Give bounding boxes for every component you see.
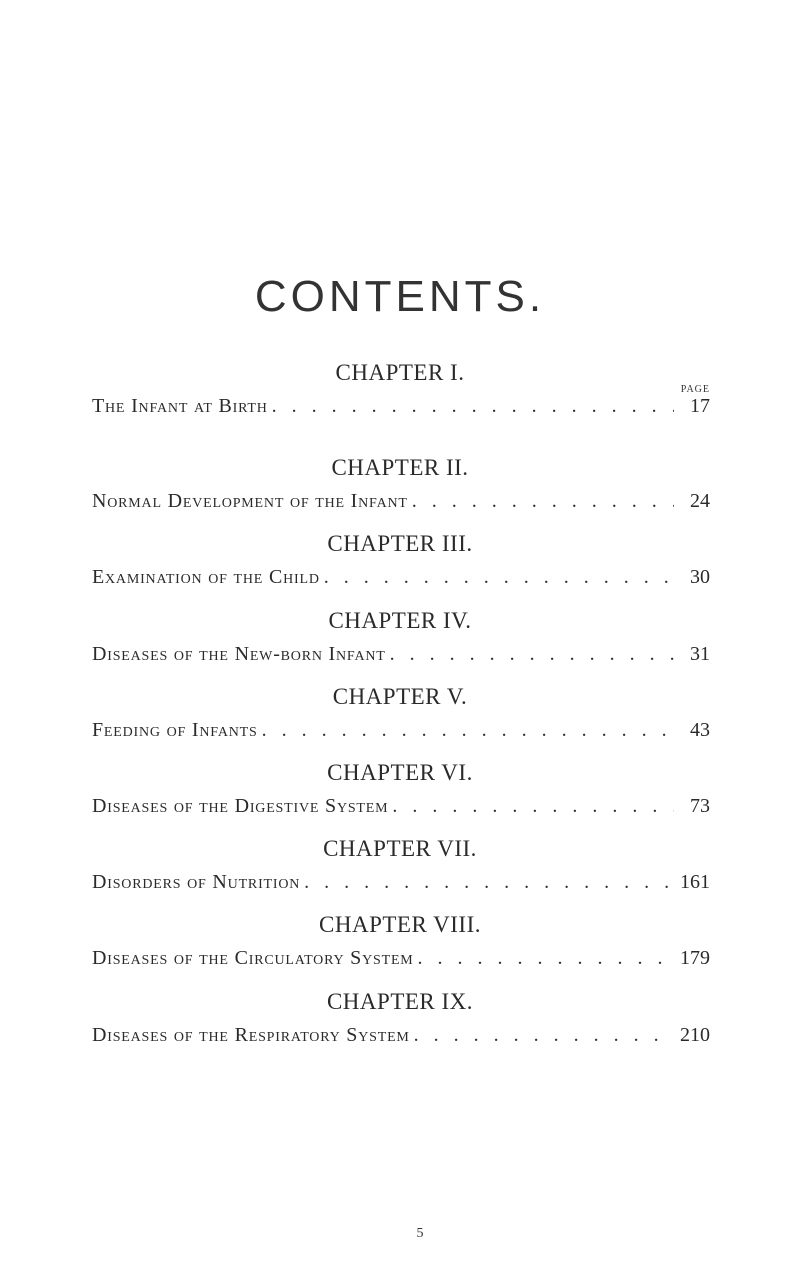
chapter-heading: CHAPTER VIII. <box>319 912 481 937</box>
chapter-heading: CHAPTER VI. <box>327 760 473 785</box>
chapter-heading: CHAPTER IV. <box>328 608 472 633</box>
chapter-heading: CHAPTER VII. <box>323 836 477 861</box>
chapter-heading: CHAPTER II. <box>331 455 469 480</box>
page-number-footer: 5 <box>416 1226 424 1241</box>
toc-entry[interactable] <box>92 490 710 513</box>
dot-leader <box>324 566 674 589</box>
toc-entry[interactable] <box>92 719 710 742</box>
entry-title: Diseases of the Respiratory System <box>92 1024 410 1046</box>
dot-leader <box>390 643 674 666</box>
entry-page-number: 24 <box>690 490 710 512</box>
dot-leader <box>414 1024 674 1047</box>
toc-entry[interactable] <box>92 871 710 894</box>
toc-entry[interactable] <box>92 947 710 970</box>
entry-page-number: 43 <box>690 719 710 741</box>
toc-entry[interactable] <box>92 795 710 818</box>
entry-title: Diseases of the New-born Infant <box>92 643 386 665</box>
dot-leader <box>272 395 674 418</box>
entry-page-number: 17 <box>690 395 710 417</box>
toc-entry[interactable] <box>92 395 710 418</box>
chapter-heading: CHAPTER IX. <box>326 989 474 1014</box>
entry-title: The Infant at Birth <box>92 395 268 417</box>
page-column-label: PAGE <box>680 384 710 395</box>
entry-title: Feeding of Infants <box>92 719 258 741</box>
chapter-heading: CHAPTER I. <box>335 360 465 385</box>
page-title: CONTENTS. <box>254 272 546 321</box>
entry-page-number: 179 <box>680 947 710 969</box>
dot-leader <box>262 719 674 742</box>
dot-leader <box>418 947 674 970</box>
entry-title: Disorders of Nutrition <box>92 871 301 893</box>
chapter-heading: CHAPTER III. <box>327 531 473 556</box>
entry-title: Diseases of the Circulatory System <box>92 947 414 969</box>
toc-entry[interactable] <box>92 1024 710 1047</box>
dot-leader <box>304 871 674 894</box>
entry-page-number: 73 <box>690 795 710 817</box>
dot-leader <box>392 795 674 818</box>
dot-leader <box>412 490 674 513</box>
entry-title: Diseases of the Digestive System <box>92 795 389 817</box>
entry-page-number: 30 <box>690 566 710 588</box>
entry-title: Normal Development of the Infant <box>92 490 408 512</box>
toc-entry[interactable] <box>92 566 710 589</box>
toc-entry[interactable] <box>92 643 710 666</box>
entry-page-number: 210 <box>680 1024 710 1046</box>
chapter-heading: CHAPTER V. <box>332 684 468 709</box>
entry-page-number: 31 <box>690 643 710 665</box>
entry-title: Examination of the Child <box>92 566 320 588</box>
entry-page-number: 161 <box>680 871 710 893</box>
